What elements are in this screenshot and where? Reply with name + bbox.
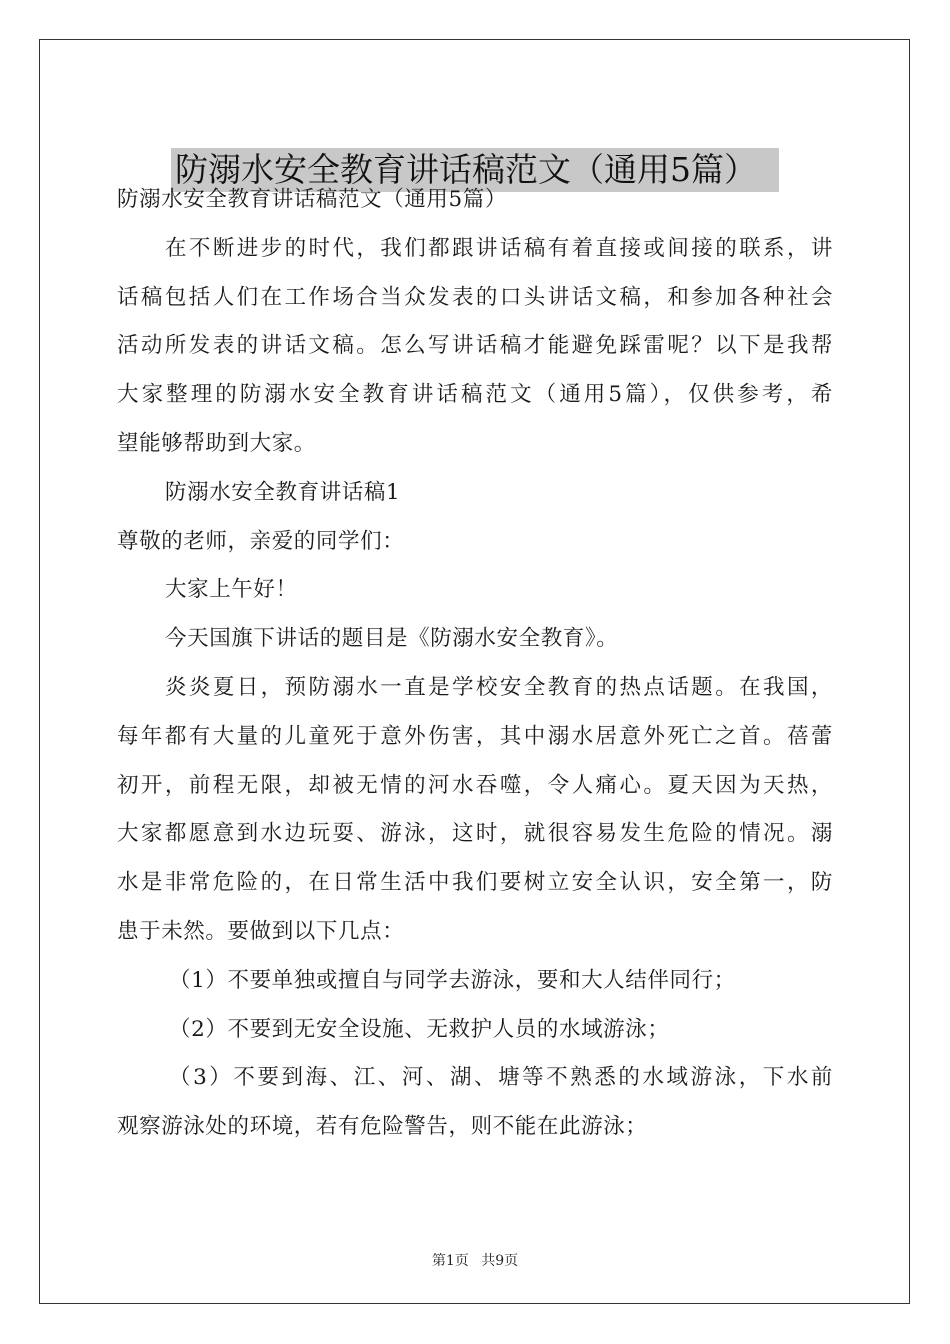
list-item: （3）不要到海、江、河、湖、塘等不熟悉的水域游泳，下水前 xyxy=(169,1065,833,1091)
intro-paragraph-line: 话稿包括人们在工作场合当众发表的口头讲话文稿，和参加各种社会 xyxy=(117,284,833,310)
body-paragraph-line: 炎炎夏日，预防溺水一直是学校安全教育的热点话题。在我国， xyxy=(165,674,833,700)
document-body xyxy=(117,176,833,1152)
list-item: （2）不要到无安全设施、无救护人员的水域游泳； xyxy=(169,1016,670,1042)
topic-line: 今天国旗下讲话的题目是《防溺水安全教育》。 xyxy=(165,626,619,652)
intro-paragraph-line: 大家整理的防溺水安全教育讲话稿范文（通用5篇），仅供参考，希 xyxy=(117,382,833,408)
greeting-line: 大家上午好！ xyxy=(165,577,298,603)
subtitle-line: 防溺水安全教育讲话稿范文（通用5篇） xyxy=(117,187,507,212)
list-item-continuation: 观察游泳处的环境，若有危险警告，则不能在此游泳； xyxy=(117,1114,648,1140)
body-paragraph-line: 初开，前程无限，却被无情的河水吞噬，令人痛心。夏天因为天热， xyxy=(117,772,833,798)
page-footer xyxy=(0,1250,950,1270)
body-paragraph-line: 水是非常危险的，在日常生活中我们要树立安全认识，安全第一，防 xyxy=(117,870,833,896)
body-paragraph-line: 患于未然。要做到以下几点： xyxy=(117,918,405,944)
page-total: 共9页 xyxy=(481,1253,519,1269)
section-heading: 防溺水安全教育讲话稿1 xyxy=(165,479,401,505)
body-paragraph-line: 大家都愿意到水边玩耍、游泳，这时，就很容易发生危险的情况。溺 xyxy=(117,821,833,847)
salutation-line: 尊敬的老师，亲爱的同学们： xyxy=(117,528,405,554)
list-item: （1）不要单独或擅自与同学去游泳，要和大人结伴同行； xyxy=(169,967,736,993)
document-title: 防溺水安全教育讲话稿范文（通用5篇） xyxy=(171,148,779,192)
intro-paragraph-line: 望能够帮助到大家。 xyxy=(117,430,316,456)
body-paragraph-line: 每年都有大量的儿童死于意外伤害，其中溺水居意外死亡之首。蓓蕾 xyxy=(117,723,833,749)
page-number: 第1页 xyxy=(431,1253,469,1269)
intro-paragraph-line: 活动所发表的讲话文稿。怎么写讲话稿才能避免踩雷呢？以下是我帮 xyxy=(117,333,833,359)
intro-paragraph-line: 在不断进步的时代，我们都跟讲话稿有着直接或间接的联系，讲 xyxy=(165,235,833,261)
